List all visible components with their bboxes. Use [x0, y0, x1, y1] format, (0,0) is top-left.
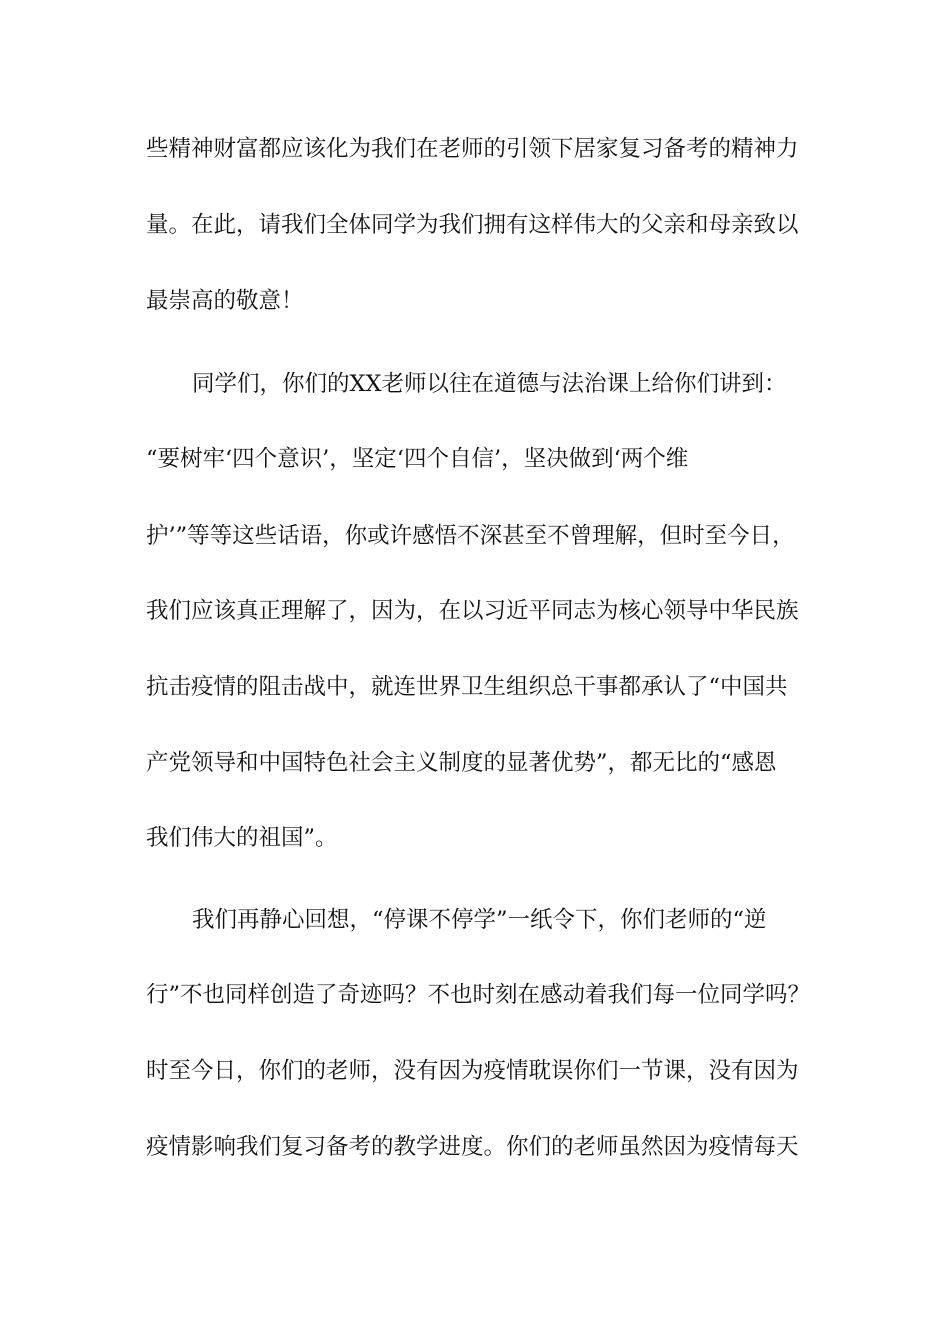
text-line: 行”不也同样创造了奇迹吗？不也时刻在感动着我们每一位同学吗？ — [146, 982, 811, 1008]
text-line: 疫情影响我们复习备考的教学进度。你们的老师虽然因为疫情每天 — [146, 1134, 799, 1160]
text-line: 护’”等等这些话语，你或许感悟不深甚至不曾理解，但时至今日， — [146, 523, 795, 549]
text-line: “要树牢‘四个意识’，坚定‘四个自信’，坚决做到‘两个维 — [146, 446, 689, 472]
text-line: 我们伟大的祖国”。 — [146, 825, 338, 851]
text-line: 抗击疫情的阻击战中，就连世界卫生组织总干事都承认了“中国共 — [146, 674, 788, 700]
text-line: 我们应该真正理解了，因为，在以习近平同志为核心领导中华民族 — [146, 598, 799, 624]
text-line: 时至今日，你们的老师，没有因为疫情耽误你们一节课，没有因为 — [146, 1058, 799, 1084]
text-line: 些精神财富都应该化为我们在老师的引领下居家复习备考的精神力 — [146, 136, 799, 162]
paragraph-first-line: 同学们，你们的XX老师以往在道德与法治课上给你们讲到： — [192, 371, 787, 397]
text-line: 量。在此，请我们全体同学为我们拥有这样伟大的父亲和母亲致以 — [146, 212, 799, 238]
paragraph-first-line: 我们再静心回想，“停课不停学”一纸令下，你们老师的“逆 — [192, 907, 767, 933]
text-line: 产党领导和中国特色社会主义制度的显著优势”，都无比的“感恩 — [146, 750, 777, 776]
text-line: 最崇高的敬意！ — [146, 288, 304, 314]
